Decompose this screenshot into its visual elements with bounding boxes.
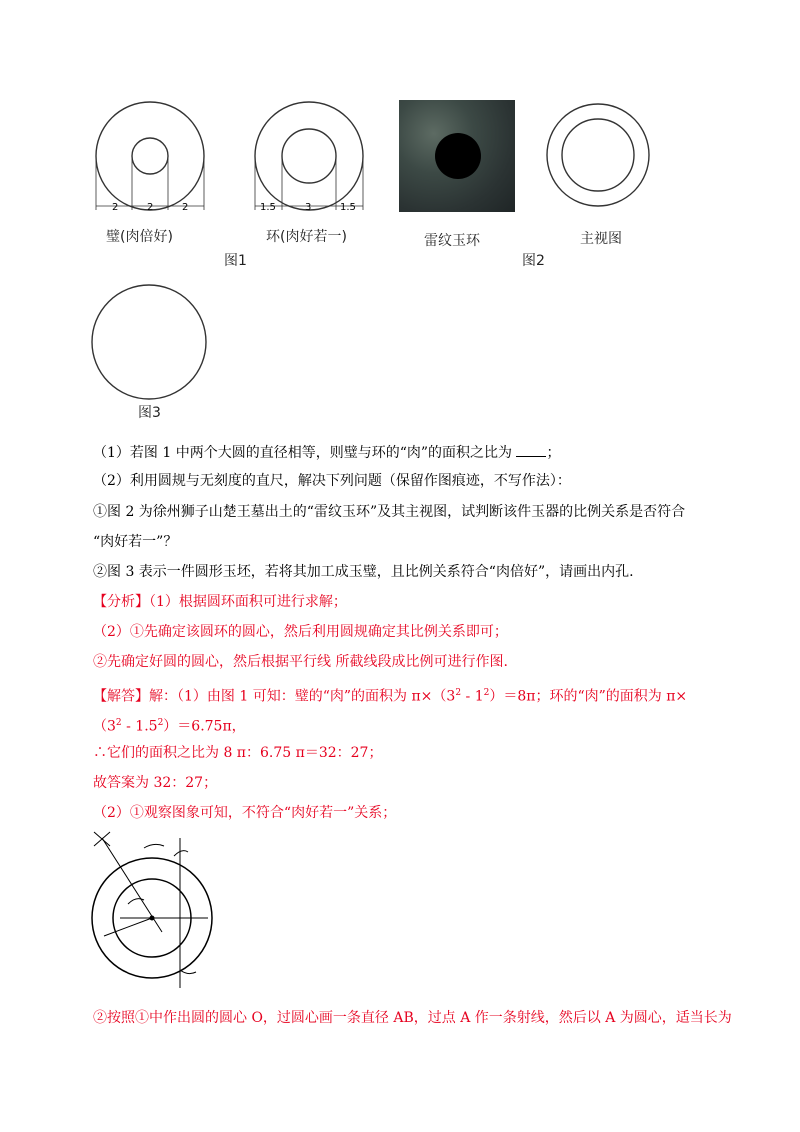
jade-ring-photo (399, 100, 515, 212)
analysis-2: （2）①先确定该圆环的圆心，然后利用圆规确定其比例关系即可； (93, 624, 508, 640)
question-2-1-line1: ①图 2 为徐州狮子山楚王墓出土的“雷纹玉环”及其主视图，试判断该件玉器的比例关系是否符合 (93, 504, 686, 520)
huan-dim-3: 1.5 (340, 202, 356, 213)
bi-dim-1: 2 (112, 202, 119, 213)
answer-blank (516, 442, 546, 457)
front-view-caption: 主视图 (580, 231, 622, 247)
figure2-label: 图2 (522, 253, 545, 269)
bi-dim-2: 2 (147, 202, 154, 213)
answer-1: 【解答】解：（1）由图 1 可知：璧的“肉”的面积为 $\pi\times(3^2 - 1^2)=8\pi$；环的“肉”的面积为 π× (93, 688, 688, 705)
construction-diagram (88, 828, 228, 998)
question-1: （1）若图 1 中两个大圆的直径相等，则璧与环的“肉”的面积之比为 ； (93, 442, 560, 463)
answer-4: 故答案为 32：27； (93, 775, 218, 791)
jade-ring-hole (435, 133, 481, 179)
answer-tag: 【解答】 (93, 688, 149, 705)
bi-caption: 璧(肉倍好) (106, 229, 173, 245)
answer-5: （2）①观察图象可知，不符合“肉好若一”关系； (93, 805, 397, 821)
huan-caption: 环(肉好若一) (266, 229, 347, 245)
huan-dim-1: 1.5 (260, 202, 276, 213)
question-2-2: ②图 3 表示一件圆形玉坯，若将其加工成玉璧，且比例关系符合“肉倍好”，请画出内孔. (93, 564, 634, 580)
figure3-circle (88, 283, 212, 403)
analysis-3: ②先确定好圆的圆心，然后根据平行线 所截线段成比例可进行作图. (93, 654, 508, 670)
answer-6: ②按照①中作出圆的圆心 O，过圆心画一条直径 AB，过点 A 作一条射线，然后以 A 为圆心，适当长为 (93, 1010, 732, 1026)
question-2-1-line2: “肉好若一”？ (93, 534, 178, 550)
front-view-diagram (544, 100, 654, 212)
photo-caption: 雷纹玉环 (424, 233, 480, 249)
huan-dim-2: 3 (305, 202, 312, 213)
answer-3: ∴它们的面积之比为 8 π：6.75 π＝32：27； (93, 745, 383, 761)
figure1-label: 图1 (224, 253, 247, 269)
analysis-1: 【分析】（1）根据圆环面积可进行求解； (93, 594, 347, 610)
bi-dim-3: 2 (182, 202, 189, 213)
analysis-tag: 【分析】 (93, 594, 149, 610)
answer-2: $(3^2 - 1.5^2)=6.75\pi$， (93, 718, 246, 735)
question-2: （2）利用圆规与无刻度的直尺，解决下列问题（保留作图痕迹，不写作法）： (93, 473, 571, 489)
figure3-label: 图3 (138, 405, 161, 421)
